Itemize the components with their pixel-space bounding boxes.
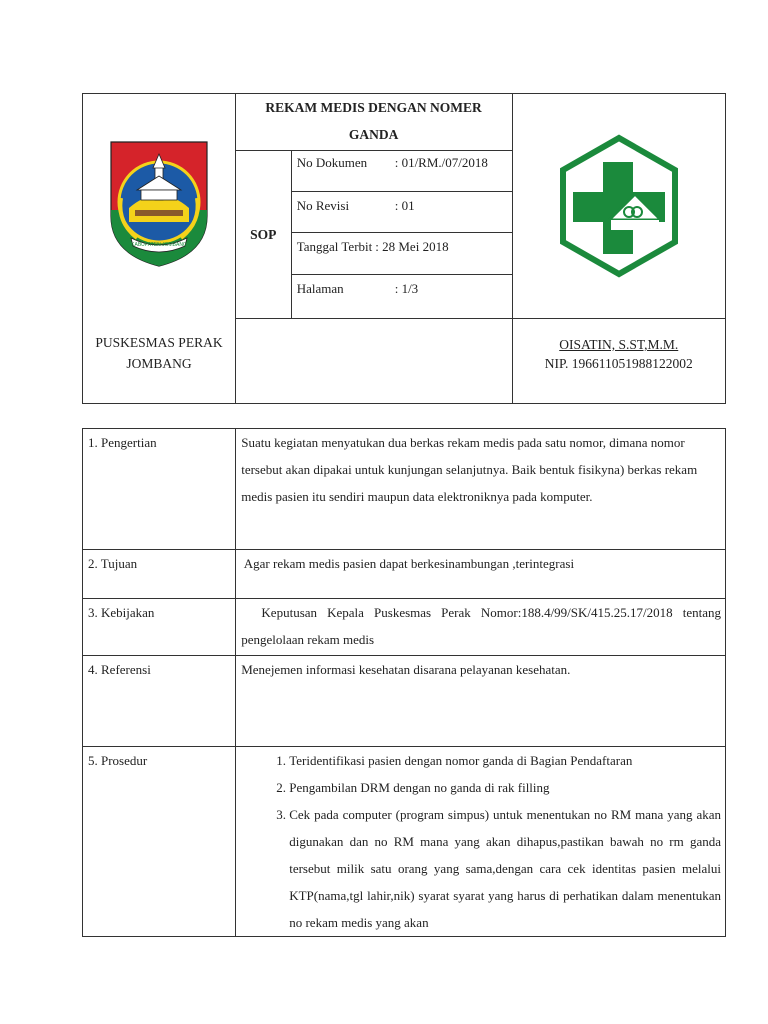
title-info-cell — [235, 94, 512, 319]
revision-row — [292, 192, 512, 233]
signer-nip: NIP. 196611051988122002 — [544, 356, 693, 372]
issue-date-label: Tanggal Terbit — [296, 239, 373, 254]
section-row — [83, 656, 726, 747]
org-line-1: PUSKESMAS PERAK — [95, 335, 223, 350]
procedure-step: 1. Teridentifikasi pasien dengan nomor ganda di Bagian Pendaftaran — [289, 747, 721, 774]
procedure-step: 3. Cek pada computer (program simpus) untuk menentukan no RM mana yang akan digunakan dan no RM mana yang akan dihapus,pastikan bawah no rm ganda tersebut milik satu orang yang sama,dengan cara cek identitas pasien melalui KTP(nama,tgl lahir,nik) syarat syarat yang harus di perhatikan dalam menentukan no rekam medis yang akan — [289, 801, 721, 936]
section-label-pengertian: 1. Pengertian — [83, 429, 236, 550]
title-line-2: GANDA — [348, 127, 399, 142]
puskesmas-logo — [557, 134, 681, 278]
section-text-pengertian: Suatu kegiatan menyatukan dua berkas rekam medis pada satu nomor, dimana nomor tersebut akan dipakai untuk kunjungan selanjutnya. Baik bentuk fisikyna) berkas rekam medis pasien itu sendiri maupun data elektroniknya pada komputer. — [236, 429, 726, 550]
section-text-referensi: Menejemen informasi kesehatan disarana pelayanan kesehatan. — [236, 656, 726, 747]
sop-content-table — [82, 428, 726, 937]
logo-caption: KABUPATEN JOMBANG — [131, 241, 187, 248]
page-label: Halaman — [296, 281, 344, 296]
section-label-kebijakan: 3. Kebijakan — [83, 599, 236, 656]
org-line-2: JOMBANG — [126, 356, 192, 371]
document-title — [236, 94, 512, 151]
jombang-regency-logo — [107, 138, 211, 270]
section-row — [83, 429, 726, 550]
section-label-referensi: 4. Referensi — [83, 656, 236, 747]
revision-label: No Revisi — [296, 198, 350, 213]
section-row — [83, 599, 726, 656]
section-label-tujuan: 2. Tujuan — [83, 550, 236, 599]
section-row — [83, 747, 726, 937]
org-name — [83, 332, 235, 374]
section-prosedur-list-cell — [236, 747, 726, 937]
signer-name: OISATIN, S.ST,M.M. — [559, 337, 679, 352]
revision-value: : 01 — [394, 198, 415, 213]
signer-cell — [512, 319, 726, 404]
empty-middle-cell — [235, 319, 512, 404]
doc-number-label: No Dokumen — [296, 155, 368, 170]
section-label-prosedur: 5. Prosedur — [83, 747, 236, 937]
section-text-tujuan: Agar rekam medis pasien dapat berkesinambungan ,terintegrasi — [236, 550, 726, 599]
procedure-list — [241, 747, 721, 936]
sop-label: SOP — [236, 151, 292, 318]
doc-number-value: : 01/RM./07/2018 — [394, 155, 488, 170]
page-value: : 1/3 — [394, 281, 419, 296]
title-line-1: REKAM MEDIS DENGAN NOMER — [265, 100, 482, 115]
section-text-kebijakan: Keputusan Kepala Puskesmas Perak Nomor:188.4/99/SK/415.25.17/2018 tentang pengelolaan rekam medis — [236, 599, 726, 656]
puskesmas-logo-cell — [512, 94, 726, 319]
doc-info-rows — [292, 151, 512, 318]
section-row — [83, 550, 726, 599]
doc-number-row — [292, 151, 512, 192]
issue-date-row — [292, 233, 512, 275]
page-row — [292, 275, 512, 317]
issue-date-value: : 28 Mei 2018 — [375, 239, 449, 254]
procedure-step: 2. Pengambilan DRM dengan no ganda di rak filling — [289, 774, 721, 801]
